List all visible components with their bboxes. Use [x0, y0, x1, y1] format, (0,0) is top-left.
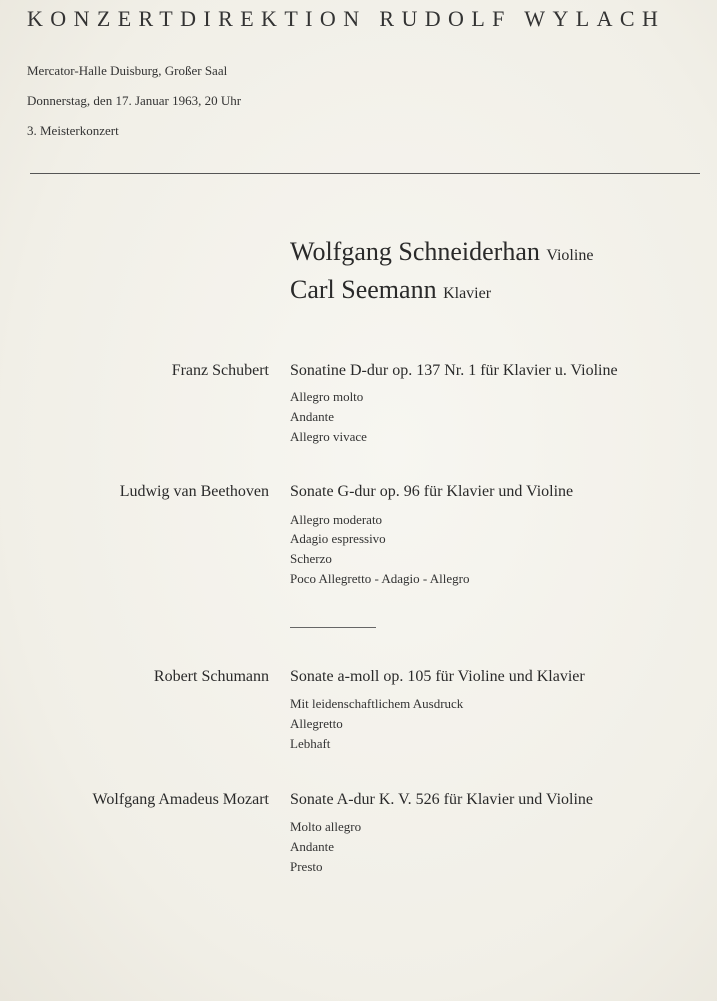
performer-1 — [290, 237, 593, 267]
work-mozart: Sonate A-dur K. V. 526 für Klavier und Violine — [290, 791, 594, 808]
movement: Scherzo — [290, 551, 332, 566]
performer-2 — [290, 275, 491, 305]
movement: Adagio espressivo — [290, 531, 386, 546]
composer-schumann: Robert Schumann — [153, 668, 269, 685]
composer-schubert: Franz Schubert — [171, 362, 269, 379]
movement: Andante — [290, 409, 335, 424]
movement: Andante — [290, 839, 335, 854]
performer-instrument: Klavier — [443, 285, 492, 302]
movement: Allegro molto — [290, 389, 364, 404]
concert-series: 3. Meisterkonzert — [27, 123, 119, 138]
movement: Poco Allegretto - Adagio - Allegro — [290, 571, 470, 586]
work-beethoven: Sonate G-dur op. 96 für Klavier und Violine — [290, 483, 574, 500]
movement: Lebhaft — [290, 736, 331, 751]
performer-name: Carl Seemann — [290, 275, 437, 304]
organizer-title: KONZERTDIREKTION RUDOLF WYLACH — [27, 6, 666, 31]
movement: Allegro vivace — [290, 429, 367, 444]
movement: Mit leidenschaftlichem Ausdruck — [290, 696, 464, 711]
performer-name: Wolfgang Schneiderhan — [290, 237, 540, 266]
composer-beethoven: Ludwig van Beethoven — [119, 483, 269, 500]
movement: Presto — [290, 859, 323, 874]
intermission-divider — [290, 627, 376, 628]
performer-instrument: Violine — [546, 247, 594, 264]
header-rule — [30, 173, 700, 174]
venue: Mercator-Halle Duisburg, Großer Saal — [27, 63, 228, 78]
concert-date: Donnerstag, den 17. Januar 1963, 20 Uhr — [27, 93, 242, 108]
composer-mozart: Wolfgang Amadeus Mozart — [92, 791, 269, 808]
work-schubert: Sonatine D-dur op. 137 Nr. 1 für Klavier u. Violine — [290, 362, 618, 379]
movement: Allegro moderato — [290, 512, 383, 527]
movement: Allegretto — [290, 716, 343, 731]
work-schumann: Sonate a-moll op. 105 für Violine und Klavier — [290, 668, 585, 685]
movement: Molto allegro — [290, 819, 362, 834]
